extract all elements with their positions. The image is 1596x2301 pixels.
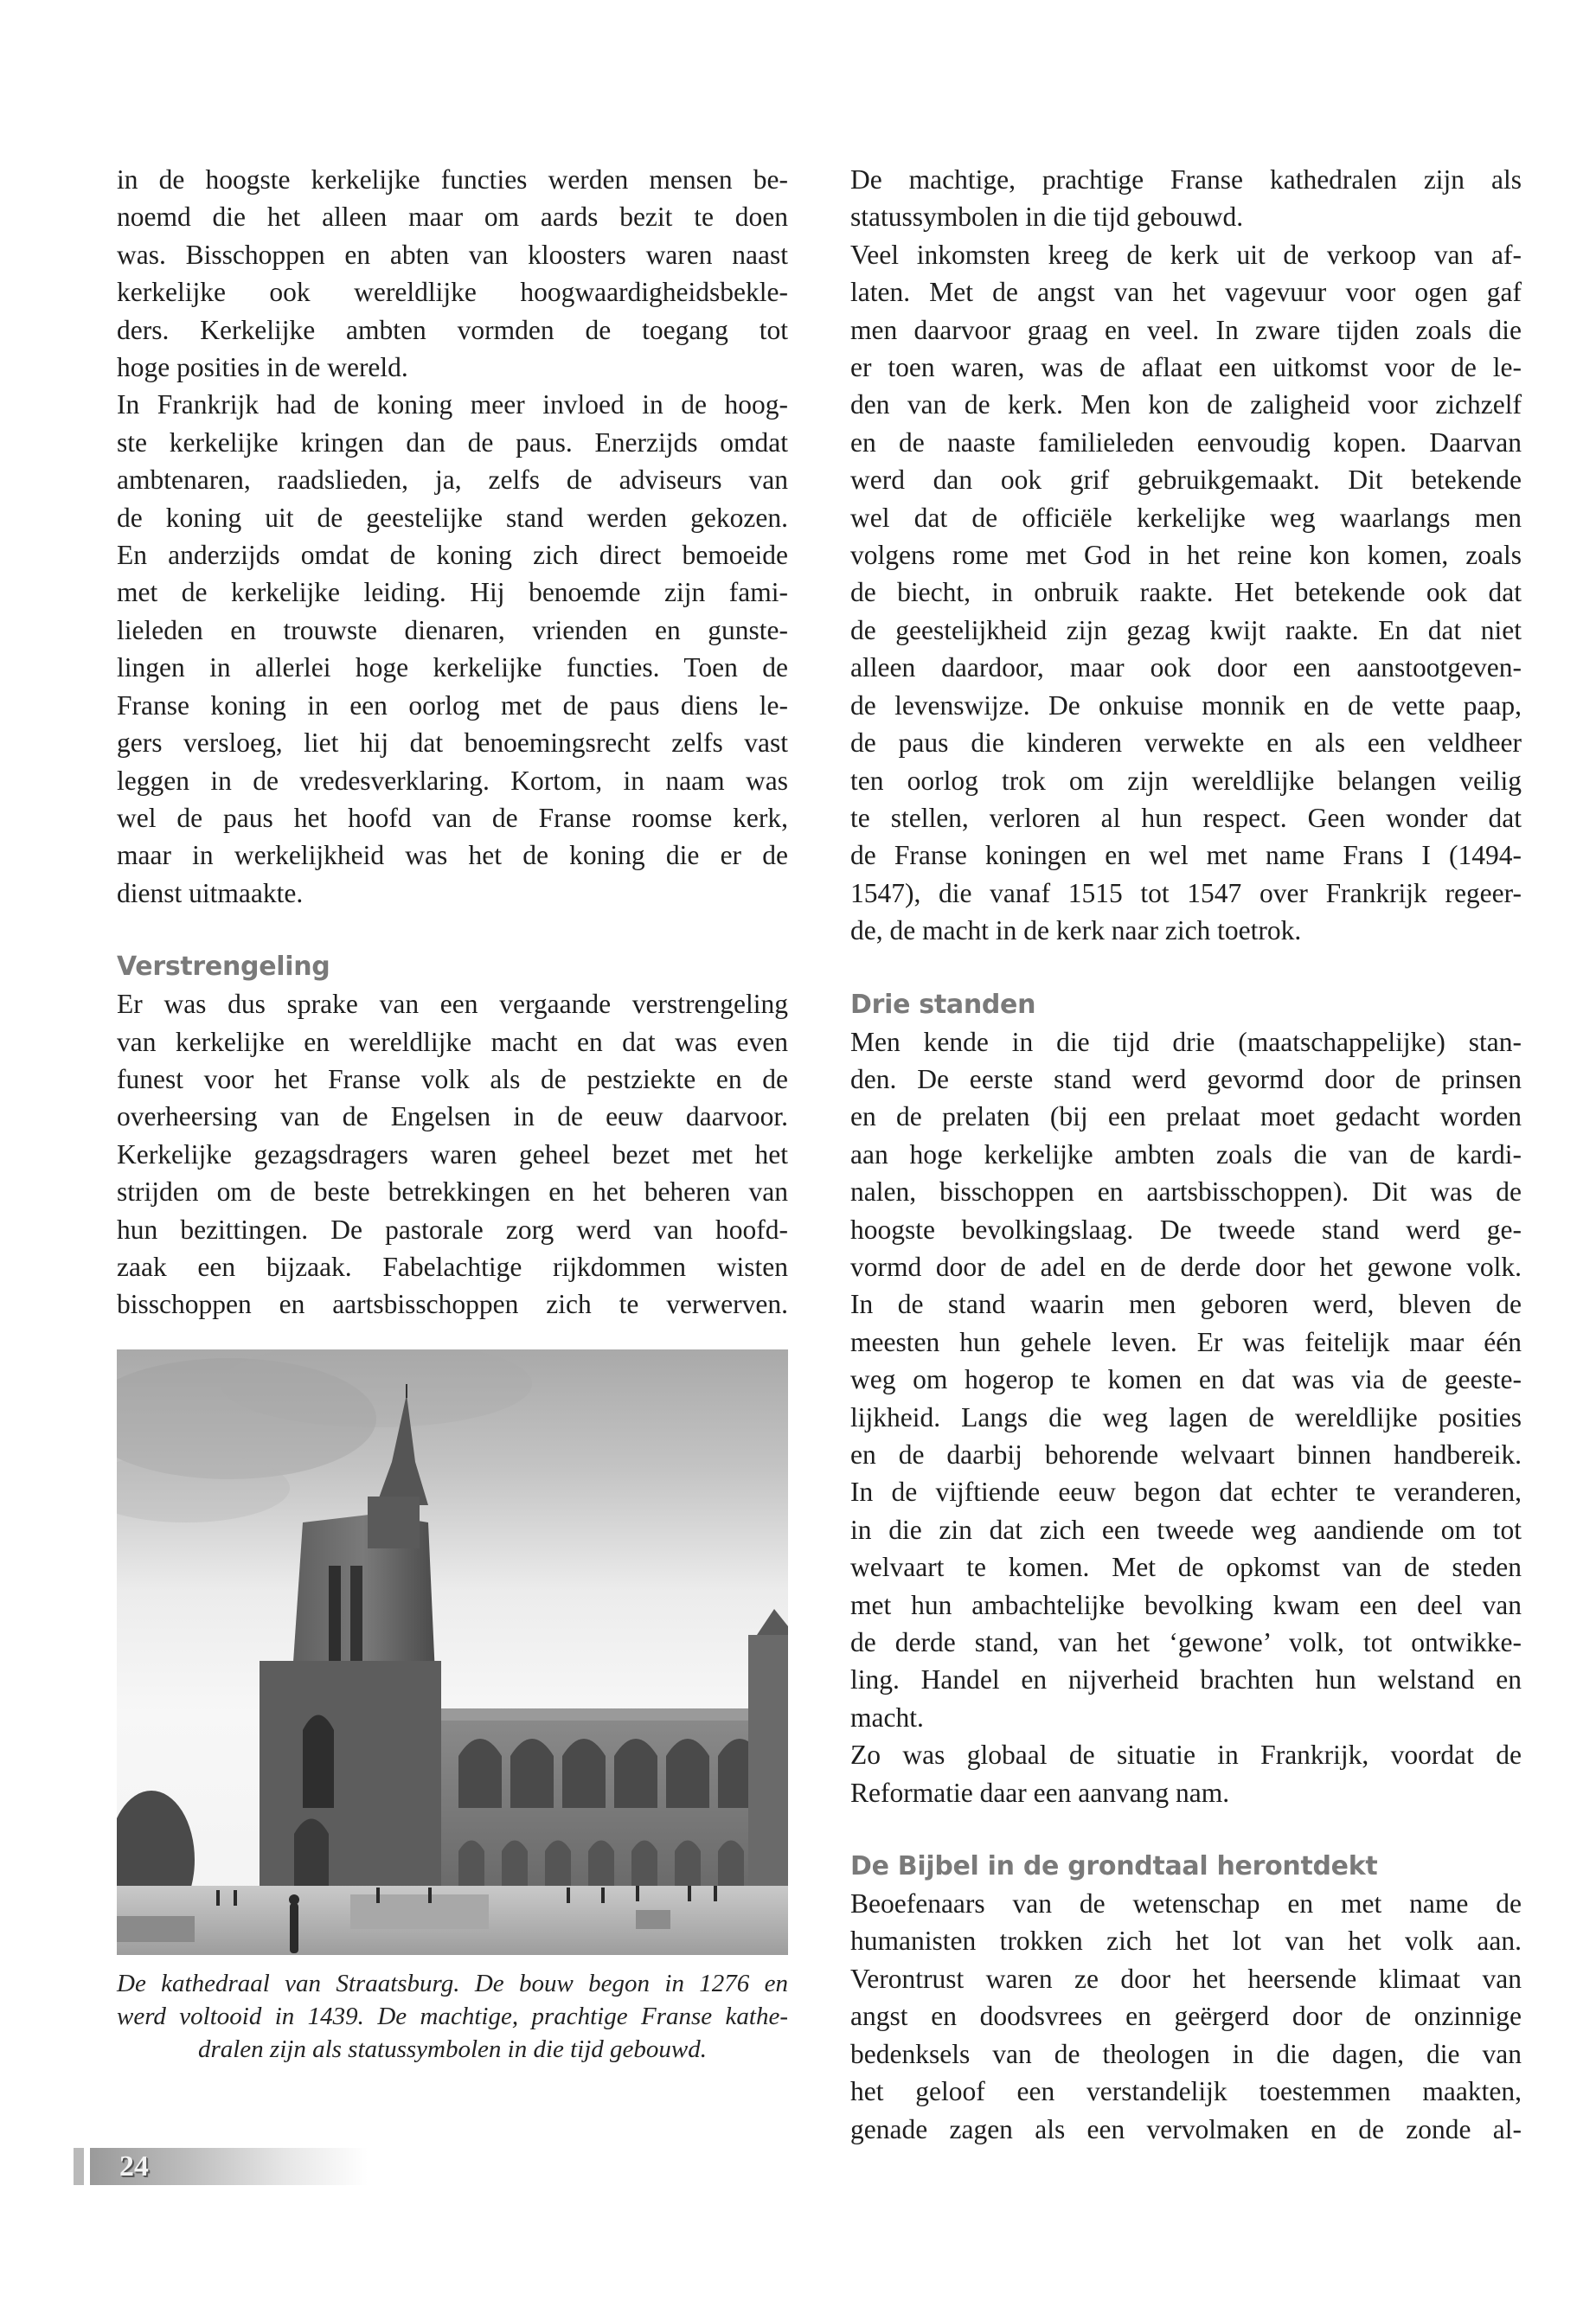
verstrengeling-paragraph: [117, 985, 788, 1324]
page-number-bar: [74, 2148, 368, 2185]
text-line: Beoefenaars van de wetenschap en met name de: [850, 1888, 1522, 1920]
text-line: den van de kerk. Men kon de zaligheid voor zichzelf: [850, 389, 1522, 420]
text-line: hoge posities in de wereld.: [117, 352, 408, 383]
text-line: nalen, bisschoppen en aartsbisschoppen). Dit was de: [850, 1176, 1522, 1208]
text-line: het geloof een verstandelijk toestemmen maakten,: [850, 2076, 1522, 2107]
text-line: werd dan ook grif gebruikgemaakt. Dit betekende: [850, 465, 1522, 496]
text-line: De machtige, prachtige Franse kathedralen zijn als: [850, 164, 1522, 195]
caption-line: dralen zijn als statussymbolen in die tijd gebouwd.: [197, 2035, 708, 2063]
text-line: de koning uit de geestelijke stand werden gekozen.: [117, 502, 788, 533]
text-line: den. De eerste stand werd gevormd door de prinsen: [850, 1063, 1522, 1094]
text-line: was. Bisschoppen en abten van kloosters waren naast: [117, 239, 788, 270]
text-line: men daarvoor graag en veel. In zware tijden zoals die: [850, 314, 1522, 345]
text-line: te stellen, verloren al hun respect. Geen wonder dat: [850, 802, 1522, 833]
text-line: zaak een bijzaak. Fabelachtige rijkdommen wisten: [117, 1251, 788, 1282]
text-line: weg om hogerop te komen en dat was via de geeste-: [850, 1364, 1522, 1395]
text-line: ste kerkelijke kringen dan de paus. Enerzijds omdat: [117, 426, 788, 458]
text-line: En anderzijds omdat de koning zich direct bemoeide: [117, 540, 788, 571]
text-line: funest voor het Franse volk als de pestziekte en de: [117, 1063, 788, 1094]
left-column: [117, 161, 788, 2066]
section-spacer: [117, 912, 788, 949]
caption-line: werd voltooid in 1439. De machtige, prachtige Franse kathe-: [117, 2002, 788, 2030]
text-line: vormd door de adel en de derde door het gewone volk.: [850, 1251, 1522, 1282]
text-line: Verontrust waren ze door het heersende klimaat van: [850, 1963, 1522, 1994]
text-line: dienst uitmaakte.: [117, 877, 304, 908]
text-line: genade zagen als een vervolmaken en de zonde al-: [850, 2113, 1522, 2144]
text-line: de geestelijkheid zijn gezag kwijt raakte. En dat niet: [850, 614, 1522, 645]
text-line: bisschoppen en aartsbisschoppen zich te verwerven.: [117, 1289, 788, 1320]
text-line: Veel inkomsten kreeg de kerk uit de verkoop van af-: [850, 239, 1522, 270]
text-line: strijden om de beste betrekkingen en het beheren van: [117, 1176, 788, 1208]
text-line: Kerkelijke gezagsdragers waren geheel bezet met het: [117, 1138, 788, 1170]
text-line: ling. Handel en nijverheid brachten hun welstand en: [850, 1664, 1522, 1695]
text-line: maar in werkelijkheid was het de koning die er de: [117, 840, 788, 871]
text-line: leggen in de vredesverklaring. Kortom, in naam was: [117, 765, 788, 796]
drie-standen-paragraph: [850, 1023, 1522, 1737]
text-line: ambtenaren, raadslieden, ja, zelfs de adviseurs van: [117, 465, 788, 496]
text-line: Men kende in die tijd drie (maatschappelijke) stan-: [850, 1026, 1522, 1057]
text-line: er toen waren, was de aflaat een uitkomst voor de le-: [850, 352, 1522, 383]
text-line: hun bezittingen. De pastorale zorg werd van hoofd-: [117, 1214, 788, 1245]
strasbourg-cathedral-image: [117, 1349, 788, 1955]
section-spacer: [850, 1811, 1522, 1849]
text-line: hoogste bevolkingslaag. De tweede stand werd ge-: [850, 1214, 1522, 1245]
page-bar-band: [90, 2148, 368, 2185]
text-line: statussymbolen in die tijd gebouwd.: [850, 202, 1244, 233]
text-line: de derde stand, van het ‘gewone’ volk, tot ontwikke-: [850, 1627, 1522, 1658]
text-line: macht.: [850, 1702, 924, 1733]
caption-line: De kathedraal van Straatsburg. De bouw begon in 1276 en: [117, 1969, 788, 1997]
text-line: 1547), die vanaf 1515 tot 1547 over Frankrijk regeer-: [850, 877, 1522, 908]
text-line: wel dat de officiële kerkelijke weg waarlangs men: [850, 502, 1522, 533]
text-line: Zo was globaal de situatie in Frankrijk, voordat de: [850, 1740, 1522, 1771]
text-line: Reformatie daar een aanvang nam.: [850, 1777, 1230, 1808]
text-line: overheersing van de Engelsen in de eeuw daarvoor.: [117, 1101, 788, 1132]
text-line: wel de paus het hoofd van de Franse roomse kerk,: [117, 802, 788, 833]
text-line: ten oorlog trok om zijn wereldlijke belangen veilig: [850, 765, 1522, 796]
text-line: en de naaste familieleden eenvoudig kopen. Daarvan: [850, 426, 1522, 458]
text-line: en de prelaten (bij een prelaat moet gedacht worden: [850, 1101, 1522, 1132]
text-line: laten. Met de angst van het vagevuur voor ogen gaf: [850, 277, 1522, 308]
indulgences-paragraph: [850, 236, 1522, 950]
left-king-influence-paragraph: [117, 386, 788, 912]
text-line: aan hoge kerkelijke ambten zoals die van de kardi-: [850, 1138, 1522, 1170]
text-line: lieleden en trouwste dienaren, vrienden en gunste-: [117, 614, 788, 645]
text-line: Er was dus sprake van een vergaande verstrengeling: [117, 989, 788, 1020]
right-intro-paragraph: [850, 161, 1522, 236]
text-line: bedenksels van de theologen in die dagen, die van: [850, 2038, 1522, 2069]
heading-bijbel-grondtaal: De Bijbel in de grondtaal herontdekt: [850, 1851, 1378, 1882]
text-line: volgens rome met God in het reine kon komen, zoals: [850, 540, 1522, 571]
text-line: In Frankrijk had de koning meer invloed in de hoog-: [117, 389, 788, 420]
text-line: kerkelijke ook wereldlijke hoogwaardigheidsbekle-: [117, 277, 788, 308]
text-line: met de kerkelijke leiding. Hij benoemde zijn fami-: [117, 577, 788, 608]
section-spacer: [850, 950, 1522, 987]
text-line: angst en doodsvrees en geërgerd door de onzinnige: [850, 2001, 1522, 2032]
cathedral-photo: [117, 1349, 788, 1955]
figure-caption: [117, 1967, 788, 2066]
text-line: lingen in allerlei hoge kerkelijke functies. Toen de: [117, 652, 788, 683]
text-line: de biecht, in onbruik raakte. Het betekende ook dat: [850, 577, 1522, 608]
heading-verstrengeling: Verstrengeling: [117, 952, 330, 983]
drie-standen-closing-paragraph: [850, 1736, 1522, 1811]
heading-drie-standen: Drie standen: [850, 989, 1036, 1020]
right-column: [850, 161, 1522, 2148]
text-line: de Franse koningen en wel met name Frans I (1494-: [850, 840, 1522, 871]
text-line: de levenswijze. De onkuise monnik en de vette paap,: [850, 689, 1522, 721]
cathedral-figure: [117, 1349, 788, 2066]
text-line: welvaart te komen. Met de opkomst van de steden: [850, 1552, 1522, 1583]
text-line: in die zin dat zich een tweede weg aandiende om tot: [850, 1514, 1522, 1545]
text-line: in de hoogste kerkelijke functies werden mensen be-: [117, 164, 788, 195]
text-line: In de vijftiende eeuw begon dat echter te veranderen,: [850, 1477, 1522, 1508]
text-line: lijkheid. Langs die weg lagen de wereldlijke posities: [850, 1401, 1522, 1433]
text-line: gers versloeg, liet hij dat benoemingsrecht zelfs vast: [117, 727, 788, 759]
text-line: Franse koning in een oorlog met de paus diens le-: [117, 689, 788, 721]
text-line: In de stand waarin men geboren werd, bleven de: [850, 1289, 1522, 1320]
text-line: de paus die kinderen verwekte en als een veldheer: [850, 727, 1522, 759]
text-line: en de daarbij behorende welvaart binnen handbereik.: [850, 1439, 1522, 1470]
left-intro-paragraph: [117, 161, 788, 386]
text-line: van kerkelijke en wereldlijke macht en dat was even: [117, 1026, 788, 1057]
text-line: de, de macht in de kerk naar zich toetrok.: [850, 915, 1302, 946]
text-line: noemd die het alleen maar om aards bezit te doen: [117, 202, 788, 233]
bijbel-paragraph: [850, 1885, 1522, 2148]
text-line: met hun ambachtelijke bevolking kwam een deel van: [850, 1589, 1522, 1620]
text-line: humanisten trokken zich het lot van het volk aan.: [850, 1926, 1522, 1957]
page-number: 24: [119, 2150, 149, 2182]
page-bar-stub: [74, 2148, 84, 2185]
text-line: meesten hun gehele leven. Er was feitelijk maar één: [850, 1326, 1522, 1357]
text-line: ders. Kerkelijke ambten vormden de toegang tot: [117, 314, 788, 345]
text-line: alleen daardoor, maar ook door een aanstootgeven-: [850, 652, 1522, 683]
